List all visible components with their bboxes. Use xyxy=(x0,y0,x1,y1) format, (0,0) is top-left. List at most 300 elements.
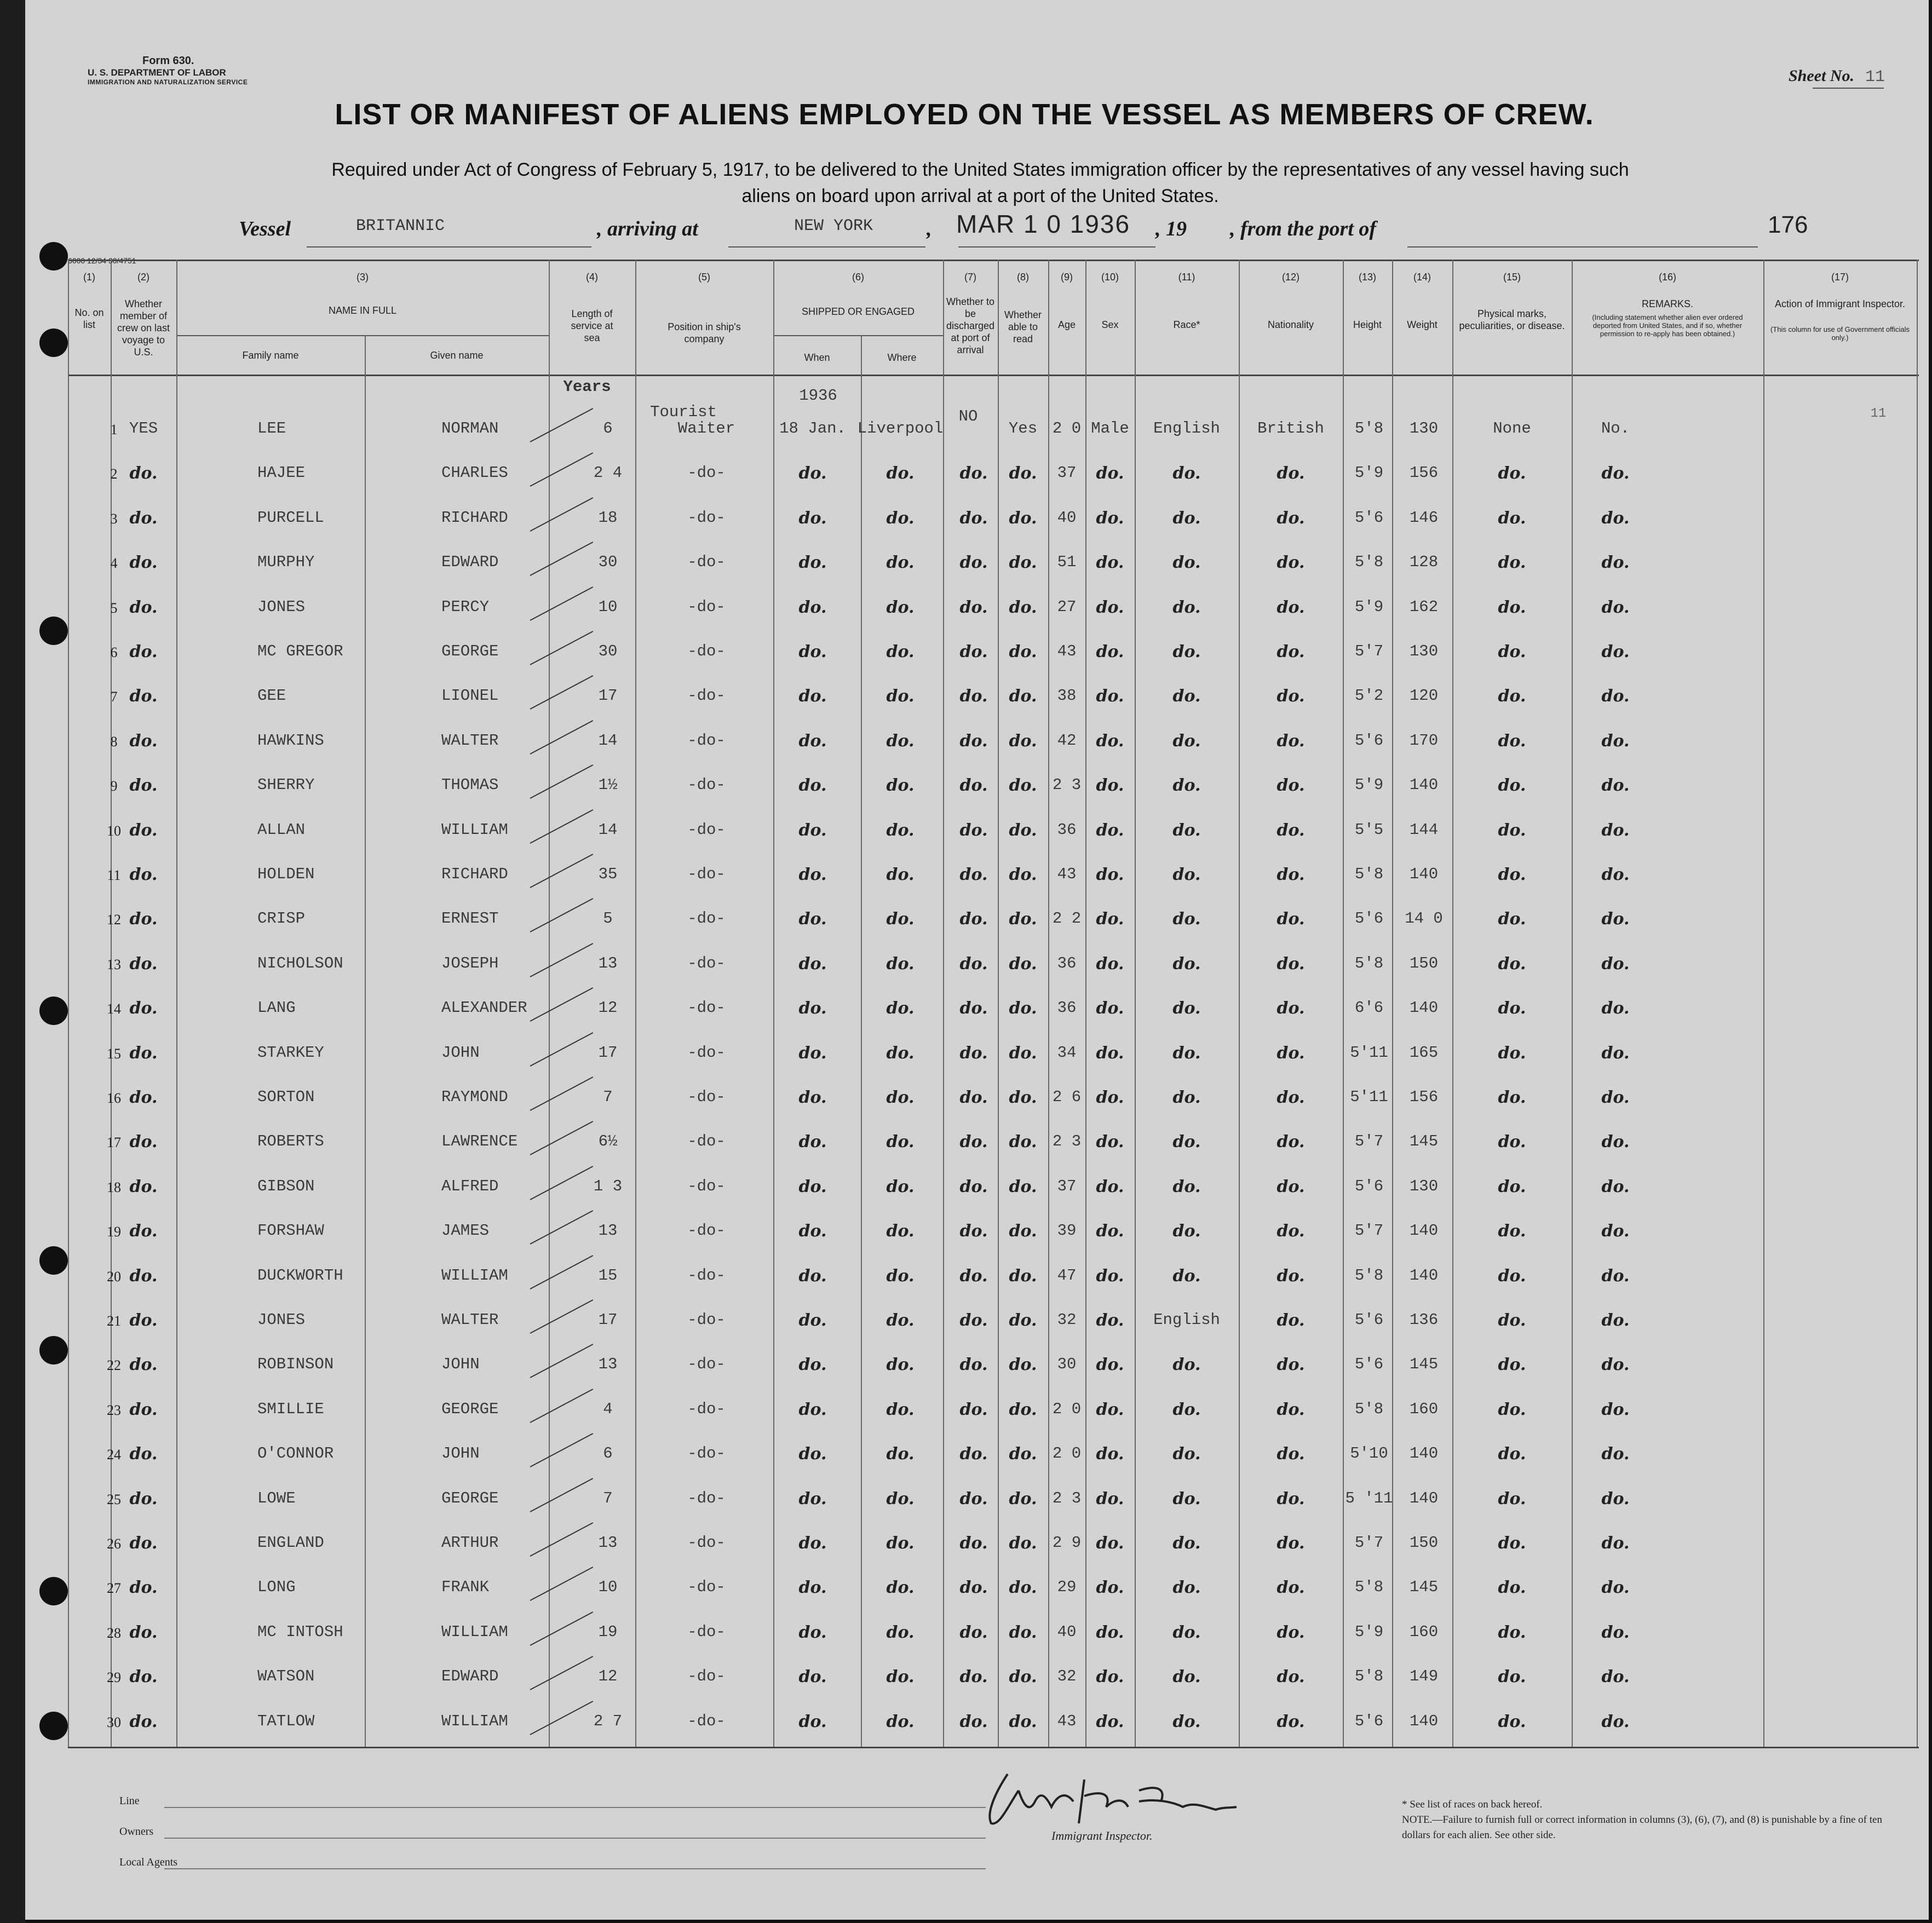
punch-hole xyxy=(39,1712,68,1740)
port-underline xyxy=(728,246,925,247)
sheet-number-label: Sheet No. xyxy=(1788,67,1854,85)
given-name-cell: WALTER xyxy=(441,1311,499,1329)
row-number: 23 xyxy=(107,1402,121,1418)
check-mark xyxy=(530,1210,594,1245)
column-divider xyxy=(1048,260,1049,1747)
shipped-where-cell: do. xyxy=(886,954,915,974)
check-mark xyxy=(530,720,594,755)
height-cell: 5'7 xyxy=(1354,1132,1384,1151)
shipped-subheader-line xyxy=(773,335,943,336)
physical-marks-cell: do. xyxy=(1498,687,1526,706)
year-label: , 19 xyxy=(1155,217,1187,240)
sex-cell: do. xyxy=(1096,597,1124,617)
nationality-cell: do. xyxy=(1277,1444,1305,1464)
position-cell: -do- xyxy=(687,1266,726,1285)
row-number: 24 xyxy=(107,1447,121,1463)
discharged-cell: do. xyxy=(959,508,988,528)
given-name-cell: RAYMOND xyxy=(441,1088,508,1106)
service-length-cell: 18 xyxy=(598,508,618,527)
family-name-cell: GEE xyxy=(257,687,286,705)
position-cell: -do- xyxy=(687,820,726,839)
weight-cell: 130 xyxy=(1409,1177,1439,1195)
position-cell: -do- xyxy=(687,553,726,572)
header-previous-voyage: Whether member of crew on last voyage to U.S. xyxy=(117,298,170,358)
shipped-when-cell: do. xyxy=(798,597,827,617)
discharged-cell: do. xyxy=(959,1444,988,1464)
nationality-cell: do. xyxy=(1277,1400,1305,1419)
check-mark xyxy=(530,1121,594,1155)
comma: , xyxy=(927,217,932,240)
discharged-cell: do. xyxy=(959,1534,988,1553)
nationality-cell: do. xyxy=(1277,1355,1305,1375)
remarks-cell: do. xyxy=(1601,1578,1630,1598)
race-cell: do. xyxy=(1172,776,1201,796)
penalty-note: NOTE.—Failure to furnish full or correct information in columns (3), (6), (7), and (8) is punishable by a fine of ten dollars for each alien. See other side. xyxy=(1402,1814,1882,1841)
age-cell: 2 3 xyxy=(1052,1132,1082,1151)
arrival-port: NEW YORK xyxy=(794,217,873,235)
remarks-cell: do. xyxy=(1601,553,1630,573)
position-cell: -do- xyxy=(687,1088,726,1106)
able-to-read-cell: do. xyxy=(1009,776,1037,796)
physical-marks-cell: do. xyxy=(1498,1132,1526,1152)
punch-hole xyxy=(39,1246,68,1275)
service-length-cell: 2 4 xyxy=(593,464,623,482)
shipped-where-cell: do. xyxy=(886,1266,915,1286)
previous-voyage-cell: do. xyxy=(129,1578,158,1598)
row-number: 9 xyxy=(110,778,118,794)
column-divider xyxy=(1763,260,1764,1747)
row-number: 7 xyxy=(110,689,118,705)
shipped-when-cell: do. xyxy=(798,1400,827,1419)
check-mark xyxy=(530,542,594,576)
shipped-where-cell: do. xyxy=(886,1622,915,1642)
remarks-cell: do. xyxy=(1601,909,1630,929)
previous-voyage-cell: do. xyxy=(129,731,158,751)
sex-cell: do. xyxy=(1096,1534,1124,1553)
remarks-cell: do. xyxy=(1601,999,1630,1018)
service-length-cell: 6 xyxy=(603,1444,613,1463)
weight-cell: 145 xyxy=(1409,1355,1439,1374)
column-divider xyxy=(68,260,69,1747)
discharged-cell: do. xyxy=(959,1712,988,1731)
nationality-cell: do. xyxy=(1277,1489,1305,1509)
family-name-cell: LOWE xyxy=(257,1489,296,1507)
punch-hole xyxy=(39,617,68,645)
row-number: 19 xyxy=(107,1224,121,1240)
remarks-cell: do. xyxy=(1601,508,1630,528)
able-to-read-cell: do. xyxy=(1009,1712,1037,1731)
row-number: 17 xyxy=(107,1135,121,1151)
shipped-where-cell: do. xyxy=(886,1444,915,1464)
nationality-cell: do. xyxy=(1277,865,1305,884)
year-shipped-annotation: 1936 xyxy=(799,387,837,405)
height-cell: 5'6 xyxy=(1354,1355,1384,1374)
tourist-annotation: Tourist xyxy=(650,403,717,421)
column-number: (5) xyxy=(698,272,710,283)
age-cell: 40 xyxy=(1057,1622,1077,1641)
service-name: IMMIGRATION AND NATURALIZATION SERVICE xyxy=(88,78,248,86)
physical-marks-cell: do. xyxy=(1498,1311,1526,1330)
remarks-cell: do. xyxy=(1601,1311,1630,1330)
discharged-cell: do. xyxy=(959,1132,988,1152)
position-cell: -do- xyxy=(687,1712,726,1730)
previous-voyage-cell: do. xyxy=(129,508,158,528)
column-number: (6) xyxy=(852,272,864,283)
nationality-cell: do. xyxy=(1277,553,1305,573)
sheet-number xyxy=(1789,67,1885,87)
previous-voyage-cell: do. xyxy=(129,1712,158,1731)
able-to-read-cell: do. xyxy=(1009,731,1037,751)
able-to-read-cell: do. xyxy=(1009,1132,1037,1152)
physical-marks-cell: do. xyxy=(1498,820,1526,840)
column-number: (13) xyxy=(1358,272,1377,283)
punch-hole xyxy=(39,1336,68,1364)
race-cell: do. xyxy=(1172,1132,1201,1152)
shipped-where-cell: do. xyxy=(886,865,915,884)
remarks-cell: do. xyxy=(1601,1088,1630,1107)
position-cell: -do- xyxy=(687,1400,726,1418)
race-cell: English xyxy=(1153,419,1220,437)
nationality-cell: do. xyxy=(1277,1222,1305,1241)
age-cell: 2 3 xyxy=(1052,1489,1082,1507)
position-cell: -do- xyxy=(687,1534,726,1552)
previous-voyage-cell: do. xyxy=(129,1043,158,1063)
position-cell: -do- xyxy=(687,642,726,660)
sex-cell: do. xyxy=(1096,642,1124,661)
previous-voyage-cell: do. xyxy=(129,909,158,929)
nationality-cell: do. xyxy=(1277,1043,1305,1063)
able-to-read-cell: do. xyxy=(1009,597,1037,617)
able-to-read-cell: do. xyxy=(1009,508,1037,528)
check-mark xyxy=(530,586,594,621)
height-cell: 5'8 xyxy=(1354,1400,1384,1418)
race-cell: do. xyxy=(1172,597,1201,617)
family-name-cell: DUCKWORTH xyxy=(257,1266,343,1285)
weight-cell: 146 xyxy=(1409,508,1439,527)
family-name-cell: SORTON xyxy=(257,1088,315,1106)
physical-marks-cell: do. xyxy=(1498,776,1526,796)
form-number: Form 630. xyxy=(142,55,194,67)
discharged-cell: do. xyxy=(959,1043,988,1063)
column-divider xyxy=(1392,260,1393,1747)
nationality-cell: do. xyxy=(1277,687,1305,706)
height-cell: 5'7 xyxy=(1354,1222,1384,1240)
column-divider xyxy=(365,335,366,1747)
family-name-cell: CRISP xyxy=(257,909,306,928)
physical-marks-cell: do. xyxy=(1498,1712,1526,1731)
header-nationality: Nationality xyxy=(1267,319,1314,330)
nationality-cell: do. xyxy=(1277,642,1305,661)
race-cell: do. xyxy=(1172,999,1201,1018)
row-number: 12 xyxy=(107,912,121,928)
shipped-where-cell: do. xyxy=(886,508,915,528)
service-length-cell: 1½ xyxy=(598,776,618,794)
shipped-when-cell: do. xyxy=(798,999,827,1018)
age-cell: 2 6 xyxy=(1052,1088,1082,1106)
position-cell: -do- xyxy=(687,1132,726,1151)
physical-marks-cell: do. xyxy=(1498,1355,1526,1375)
sex-cell: do. xyxy=(1096,464,1124,483)
nationality-cell: do. xyxy=(1277,1712,1305,1731)
family-name-cell: ALLAN xyxy=(257,820,306,839)
header-able-to-read: Whether able to read xyxy=(1004,309,1042,344)
weight-cell: 156 xyxy=(1409,1088,1439,1106)
header-age: Age xyxy=(1057,319,1076,330)
given-name-cell: ARTHUR xyxy=(441,1534,499,1552)
table-header-border xyxy=(68,375,1919,376)
weight-cell: 160 xyxy=(1409,1400,1439,1418)
column-divider xyxy=(861,335,862,1747)
given-name-cell: RICHARD xyxy=(441,865,508,883)
nationality-cell: do. xyxy=(1277,508,1305,528)
footer-line-label: Line xyxy=(119,1795,140,1807)
family-name-cell: JONES xyxy=(257,597,306,616)
table-bottom-border xyxy=(68,1747,1919,1748)
shipped-where-cell: do. xyxy=(886,1578,915,1598)
position-cell: -do- xyxy=(687,731,726,750)
age-cell: 27 xyxy=(1057,597,1077,616)
physical-marks-cell: do. xyxy=(1498,731,1526,751)
header-length-of-service: Length of service at sea xyxy=(571,308,613,343)
column-number: (4) xyxy=(586,272,598,283)
family-name-cell: NICHOLSON xyxy=(257,954,343,972)
height-cell: 6'6 xyxy=(1354,999,1384,1017)
remarks-cell: do. xyxy=(1601,1132,1630,1152)
given-name-cell: THOMAS xyxy=(441,776,499,794)
check-mark xyxy=(530,1344,594,1378)
position-cell: -do- xyxy=(687,1622,726,1641)
age-cell: 32 xyxy=(1057,1311,1077,1329)
column-divider xyxy=(1917,260,1918,1747)
column-divider xyxy=(943,260,944,1747)
given-name-cell: WILLIAM xyxy=(441,820,508,839)
shipped-when-cell: do. xyxy=(798,731,827,751)
shipped-where-cell: do. xyxy=(886,597,915,617)
shipped-where-cell: do. xyxy=(886,1177,915,1196)
race-note: * See list of races on back hereof. xyxy=(1402,1799,1543,1810)
service-length-cell: 10 xyxy=(598,597,618,616)
shipped-when-cell: do. xyxy=(798,776,827,796)
given-name-cell: NORMAN xyxy=(441,419,499,437)
check-mark xyxy=(530,1656,594,1690)
given-name-cell: FRANK xyxy=(441,1578,490,1597)
check-mark xyxy=(530,1076,594,1111)
given-name-cell: PERCY xyxy=(441,597,490,616)
discharged-cell: do. xyxy=(959,642,988,661)
family-name-cell: STARKEY xyxy=(257,1043,324,1062)
shipped-where-cell: do. xyxy=(886,1043,915,1063)
weight-cell: 145 xyxy=(1409,1132,1439,1151)
previous-voyage-cell: do. xyxy=(129,1667,158,1687)
service-length-cell: 17 xyxy=(598,1043,618,1062)
age-cell: 36 xyxy=(1057,999,1077,1017)
check-mark xyxy=(530,1433,594,1467)
weight-cell: 140 xyxy=(1409,1712,1439,1730)
sex-cell: do. xyxy=(1096,1177,1124,1196)
discharged-cell: do. xyxy=(959,1177,988,1196)
list-number: 176 xyxy=(1768,211,1808,238)
shipped-when-cell: do. xyxy=(798,1712,827,1731)
column-number: (14) xyxy=(1413,272,1431,283)
remarks-cell: do. xyxy=(1601,820,1630,840)
sex-cell: do. xyxy=(1096,1355,1124,1375)
row-number: 16 xyxy=(107,1090,121,1106)
arriving-label: , arriving at xyxy=(597,217,698,240)
shipped-when-cell: do. xyxy=(798,1088,827,1107)
position-cell: -do- xyxy=(687,909,726,928)
sex-cell: do. xyxy=(1096,1622,1124,1642)
discharged-cell: do. xyxy=(959,1622,988,1642)
height-cell: 5'9 xyxy=(1354,464,1384,482)
column-divider xyxy=(1343,260,1344,1747)
discharged-cell: do. xyxy=(959,1311,988,1330)
column-number: (8) xyxy=(1017,272,1029,283)
service-length-cell: 6 xyxy=(603,419,613,437)
footer-agents-label: Local Agents xyxy=(119,1856,178,1868)
discharge-annotation: NO xyxy=(958,407,978,425)
age-cell: 39 xyxy=(1057,1222,1077,1240)
remarks-cell: do. xyxy=(1601,954,1630,974)
check-mark xyxy=(530,452,594,487)
header-physical-marks: Physical marks, peculiarities, or disease. xyxy=(1459,308,1565,331)
nationality-cell: do. xyxy=(1277,1177,1305,1196)
nationality-cell: do. xyxy=(1277,597,1305,617)
race-cell: do. xyxy=(1172,1266,1201,1286)
given-name-cell: RICHARD xyxy=(441,508,508,527)
shipped-where-cell: do. xyxy=(886,776,915,796)
age-cell: 38 xyxy=(1057,687,1077,705)
height-cell: 5'6 xyxy=(1354,1177,1384,1195)
shipped-when-cell: do. xyxy=(798,464,827,483)
height-cell: 5'11 xyxy=(1350,1088,1388,1106)
age-cell: 2 0 xyxy=(1052,419,1082,437)
previous-voyage-cell: do. xyxy=(129,1132,158,1152)
age-cell: 43 xyxy=(1057,642,1077,660)
sex-cell: do. xyxy=(1096,1489,1124,1509)
age-cell: 51 xyxy=(1057,553,1077,572)
position-cell: -do- xyxy=(687,1311,726,1329)
given-name-cell: JOSEPH xyxy=(441,954,499,972)
shipped-when-cell: do. xyxy=(798,1622,827,1642)
shipped-where-cell: Liverpool xyxy=(857,419,944,437)
nationality-cell: do. xyxy=(1277,954,1305,974)
given-name-cell: ALEXANDER xyxy=(441,999,527,1017)
discharged-cell: do. xyxy=(959,1266,988,1286)
column-divider xyxy=(773,260,774,1747)
row-number: 14 xyxy=(107,1001,121,1017)
shipped-when-cell: do. xyxy=(798,1489,827,1509)
shipped-when-cell: 18 Jan. xyxy=(779,419,846,437)
service-length-cell: 10 xyxy=(598,1578,618,1597)
physical-marks-cell: do. xyxy=(1498,954,1526,974)
header-remarks-note: (Including statement whether alien ever ordered deported from United States, and if so, whether permission to re-apply has been obtained.) xyxy=(1592,313,1743,338)
column-divider xyxy=(1085,260,1086,1747)
row-number: 21 xyxy=(107,1313,121,1329)
row-number: 29 xyxy=(107,1669,121,1686)
check-mark xyxy=(530,1032,594,1067)
previous-voyage-cell: do. xyxy=(129,1266,158,1286)
height-cell: 5'6 xyxy=(1354,731,1384,750)
discharged-cell: do. xyxy=(959,1355,988,1375)
sheet-number-value: 11 xyxy=(1865,68,1885,87)
weight-cell: 170 xyxy=(1409,731,1439,750)
able-to-read-cell: do. xyxy=(1009,1400,1037,1419)
weight-cell: 150 xyxy=(1409,954,1439,972)
punch-hole xyxy=(39,1577,68,1605)
nationality-cell: do. xyxy=(1277,1088,1305,1107)
able-to-read-cell: do. xyxy=(1009,1667,1037,1687)
race-cell: do. xyxy=(1172,642,1201,661)
physical-marks-cell: do. xyxy=(1498,553,1526,573)
previous-voyage-cell: do. xyxy=(129,553,158,573)
origin-port-underline xyxy=(1407,246,1758,247)
shipped-where-cell: do. xyxy=(886,642,915,661)
given-name-cell: JOHN xyxy=(441,1043,480,1062)
header-given-name: Given name xyxy=(430,350,484,361)
race-cell: do. xyxy=(1172,1622,1201,1642)
sex-cell: Male xyxy=(1091,419,1129,437)
able-to-read-cell: do. xyxy=(1009,999,1037,1018)
physical-marks-cell: do. xyxy=(1498,1667,1526,1687)
sex-cell: do. xyxy=(1096,1444,1124,1464)
service-length-cell: 17 xyxy=(598,687,618,705)
position-cell: -do- xyxy=(687,1667,726,1686)
height-cell: 5'10 xyxy=(1350,1444,1388,1463)
row-number: 20 xyxy=(107,1268,121,1285)
sex-cell: do. xyxy=(1096,1088,1124,1107)
weight-cell: 14 0 xyxy=(1405,909,1443,928)
able-to-read-cell: do. xyxy=(1009,909,1037,929)
column-divider xyxy=(549,260,550,1747)
race-cell: do. xyxy=(1172,820,1201,840)
race-cell: do. xyxy=(1172,731,1201,751)
shipped-where-cell: do. xyxy=(886,999,915,1018)
nationality-cell: British xyxy=(1257,419,1324,437)
remarks-cell: do. xyxy=(1601,1222,1630,1241)
column-number: (16) xyxy=(1658,272,1677,283)
age-cell: 36 xyxy=(1057,820,1077,839)
height-cell: 5'8 xyxy=(1354,1266,1384,1285)
inspector-label: Immigrant Inspector. xyxy=(1051,1829,1153,1843)
physical-marks-cell: do. xyxy=(1498,1266,1526,1286)
service-length-cell: 6½ xyxy=(598,1132,618,1151)
able-to-read-cell: do. xyxy=(1009,553,1037,573)
race-cell: do. xyxy=(1172,1355,1201,1375)
physical-marks-cell: do. xyxy=(1498,1043,1526,1063)
header-shipped-or-engaged: SHIPPED OR ENGAGED xyxy=(801,306,915,317)
race-cell: do. xyxy=(1172,954,1201,974)
check-mark xyxy=(530,809,594,844)
age-cell: 32 xyxy=(1057,1667,1077,1686)
row-number: 10 xyxy=(107,822,121,839)
column-number: (17) xyxy=(1831,272,1849,283)
race-cell: do. xyxy=(1172,1667,1201,1687)
column-divider xyxy=(1135,260,1136,1747)
weight-cell: 140 xyxy=(1409,1266,1439,1285)
given-name-cell: CHARLES xyxy=(441,464,508,482)
previous-voyage-cell: do. xyxy=(129,1177,158,1196)
nationality-cell: do. xyxy=(1277,1667,1305,1687)
previous-voyage-cell: do. xyxy=(129,820,158,840)
height-cell: 5 '11 xyxy=(1345,1489,1393,1507)
given-name-cell: GEORGE xyxy=(441,1400,499,1418)
given-name-cell: JOHN xyxy=(441,1355,480,1374)
discharged-cell: do. xyxy=(959,1222,988,1241)
able-to-read-cell: do. xyxy=(1009,1578,1037,1598)
family-name-cell: ROBERTS xyxy=(257,1132,324,1151)
row-number: 25 xyxy=(107,1491,121,1507)
able-to-read-cell: do. xyxy=(1009,642,1037,661)
